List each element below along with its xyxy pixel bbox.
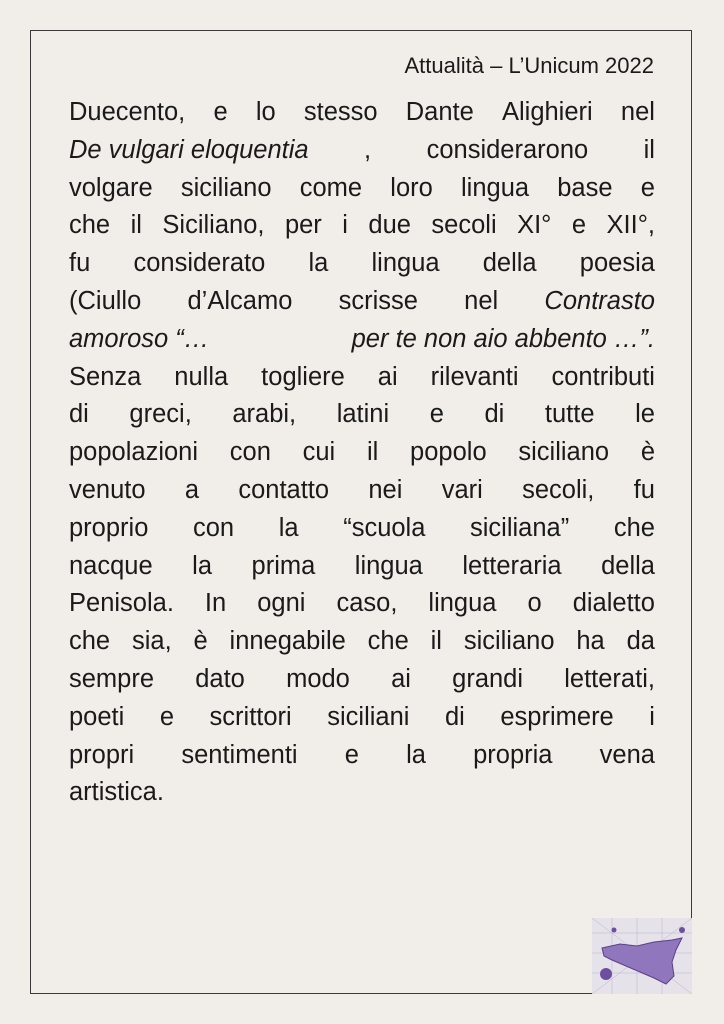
text-word: (Ciullo	[69, 286, 142, 315]
text-word: che	[69, 627, 111, 656]
text-word: contributi	[551, 362, 655, 391]
text-word: di	[444, 702, 465, 731]
text-word: nel	[620, 98, 655, 126]
text-word: e	[571, 211, 587, 240]
text-word: il	[130, 211, 142, 240]
text-word: lingua	[371, 249, 440, 278]
text-line	[69, 94, 655, 132]
text-word: secoli,	[522, 475, 595, 504]
text-word: popolazioni	[69, 438, 199, 467]
text-line	[69, 170, 655, 208]
text-line	[69, 737, 655, 775]
text-word: stesso	[303, 98, 378, 126]
text-word: da	[626, 627, 655, 656]
text-word: secoli	[431, 211, 497, 240]
text-word: ai	[377, 362, 398, 391]
text-word: popolo	[410, 438, 487, 467]
text-word: prima	[251, 551, 316, 580]
text-line	[69, 699, 655, 737]
text-word: vari	[441, 475, 483, 504]
text-word: e	[159, 702, 175, 731]
text-word: siciliani	[327, 702, 410, 731]
text-word: dato	[195, 664, 245, 693]
text-word: venuto	[69, 475, 146, 504]
text-word: modo	[286, 664, 350, 693]
text-word: loro	[390, 173, 433, 202]
text-word: la	[308, 249, 329, 278]
text-word: arabi,	[232, 400, 297, 429]
text-word: e	[344, 740, 359, 769]
text-word: Dante	[405, 98, 474, 126]
text-word: sentimenti	[181, 740, 298, 769]
text-word: che	[69, 211, 111, 240]
text-word: considerarono	[426, 135, 589, 164]
text-word: nei	[368, 475, 403, 504]
text-word: tutte	[544, 400, 595, 429]
text-line	[69, 774, 655, 812]
text-line	[69, 623, 655, 661]
text-word: cui	[302, 438, 336, 467]
text-word: Contrasto	[544, 286, 655, 315]
text-word: proprio	[69, 513, 149, 542]
text-word: poesia	[579, 249, 655, 278]
text-word: grandi	[452, 664, 524, 693]
text-word: considerato	[133, 249, 266, 278]
text-word: della	[601, 551, 655, 580]
text-line	[69, 359, 655, 397]
page-header: Attualità – L’Unicum 2022	[404, 53, 654, 78]
text-word: come	[299, 173, 363, 202]
text-word: il	[430, 627, 442, 656]
text-line	[69, 661, 655, 699]
text-word: e	[429, 400, 444, 429]
text-word: togliere	[261, 362, 345, 391]
text-line	[69, 283, 655, 321]
text-word: lingua	[354, 551, 423, 580]
text-word: Alighieri	[501, 98, 593, 126]
text-word: base	[557, 173, 613, 202]
text-word: vena	[599, 740, 655, 769]
text-line	[69, 396, 655, 434]
text-word: della	[482, 249, 537, 278]
text-line	[69, 207, 655, 245]
text-line	[69, 245, 655, 283]
text-word: e	[213, 98, 228, 126]
text-word: nulla	[174, 362, 229, 391]
text-word: ha	[576, 627, 605, 656]
text-word: d’Alcamo	[187, 286, 293, 315]
text-word: De vulgari eloquentia	[69, 135, 309, 164]
text-word: le	[635, 400, 655, 429]
text-word: di	[484, 400, 505, 429]
text-word: sempre	[69, 664, 155, 693]
text-word: ogni	[257, 589, 306, 618]
text-word: nacque	[69, 551, 153, 580]
text-word: siciliano	[518, 438, 610, 467]
text-word: la	[192, 551, 213, 580]
text-word: per te non aio abbento …”.	[351, 324, 655, 353]
text-word: artistica.	[69, 778, 164, 807]
text-word: con	[193, 513, 235, 542]
text-word: i	[342, 211, 348, 240]
text-word: con	[229, 438, 271, 467]
text-word: che	[613, 513, 655, 542]
text-word: ai	[391, 664, 411, 693]
text-word: ,	[364, 135, 372, 164]
text-word: dialetto	[572, 589, 655, 618]
text-line	[69, 510, 655, 548]
text-line	[69, 472, 655, 510]
text-word: che	[367, 627, 409, 656]
text-word: In	[204, 589, 227, 618]
text-word: “scuola	[343, 513, 426, 542]
text-word: la	[406, 740, 426, 769]
text-word: letterati,	[564, 664, 655, 693]
text-word: di	[69, 400, 89, 429]
text-word: rilevanti	[430, 362, 519, 391]
text-word: i	[649, 702, 655, 731]
text-word: scrittori	[209, 702, 292, 731]
text-word: lo	[255, 98, 276, 126]
text-word: amoroso “…	[69, 324, 210, 353]
text-word: a	[184, 475, 200, 504]
text-line	[69, 132, 655, 170]
text-word: Siciliano,	[162, 211, 265, 240]
text-word: fu	[633, 475, 655, 504]
text-word: innegabile	[229, 627, 346, 656]
text-word: due	[368, 211, 411, 240]
sicily-map-icon	[592, 918, 692, 994]
text-word: XII°,	[606, 211, 655, 240]
text-word: Senza	[69, 362, 142, 391]
text-word: Penisola.	[69, 589, 174, 618]
text-word: Duecento,	[69, 98, 186, 126]
text-word: letteraria	[462, 551, 562, 580]
text-line	[69, 548, 655, 586]
text-word: propri	[69, 740, 135, 769]
text-word: la	[278, 513, 299, 542]
text-word: nel	[464, 286, 499, 315]
text-word: sia,	[131, 627, 172, 656]
text-word: o	[527, 589, 542, 618]
text-word: il	[366, 438, 379, 467]
text-word: lingua	[428, 589, 497, 618]
article-paragraph	[69, 94, 655, 812]
text-line	[69, 321, 655, 359]
text-word: è	[193, 627, 208, 656]
text-word: volgare	[69, 173, 153, 202]
text-word: siciliano	[180, 173, 272, 202]
text-word: esprimere	[500, 702, 614, 731]
text-word: siciliana”	[470, 513, 570, 542]
text-word: XI°	[517, 211, 552, 240]
text-word: propria	[473, 740, 553, 769]
text-word: latini	[336, 400, 390, 429]
text-word: poeti	[69, 702, 125, 731]
text-line	[69, 434, 655, 472]
text-word: contatto	[238, 475, 330, 504]
text-word: lingua	[461, 173, 530, 202]
text-word: per	[284, 211, 322, 240]
text-word: è	[640, 438, 655, 467]
text-word: greci,	[129, 400, 192, 429]
text-word: caso,	[336, 589, 398, 618]
text-word: e	[640, 173, 655, 202]
text-word: il	[643, 135, 655, 164]
text-word: siciliano	[463, 627, 555, 656]
text-word: scrisse	[338, 286, 418, 315]
text-word: fu	[69, 249, 91, 278]
text-line	[69, 585, 655, 623]
